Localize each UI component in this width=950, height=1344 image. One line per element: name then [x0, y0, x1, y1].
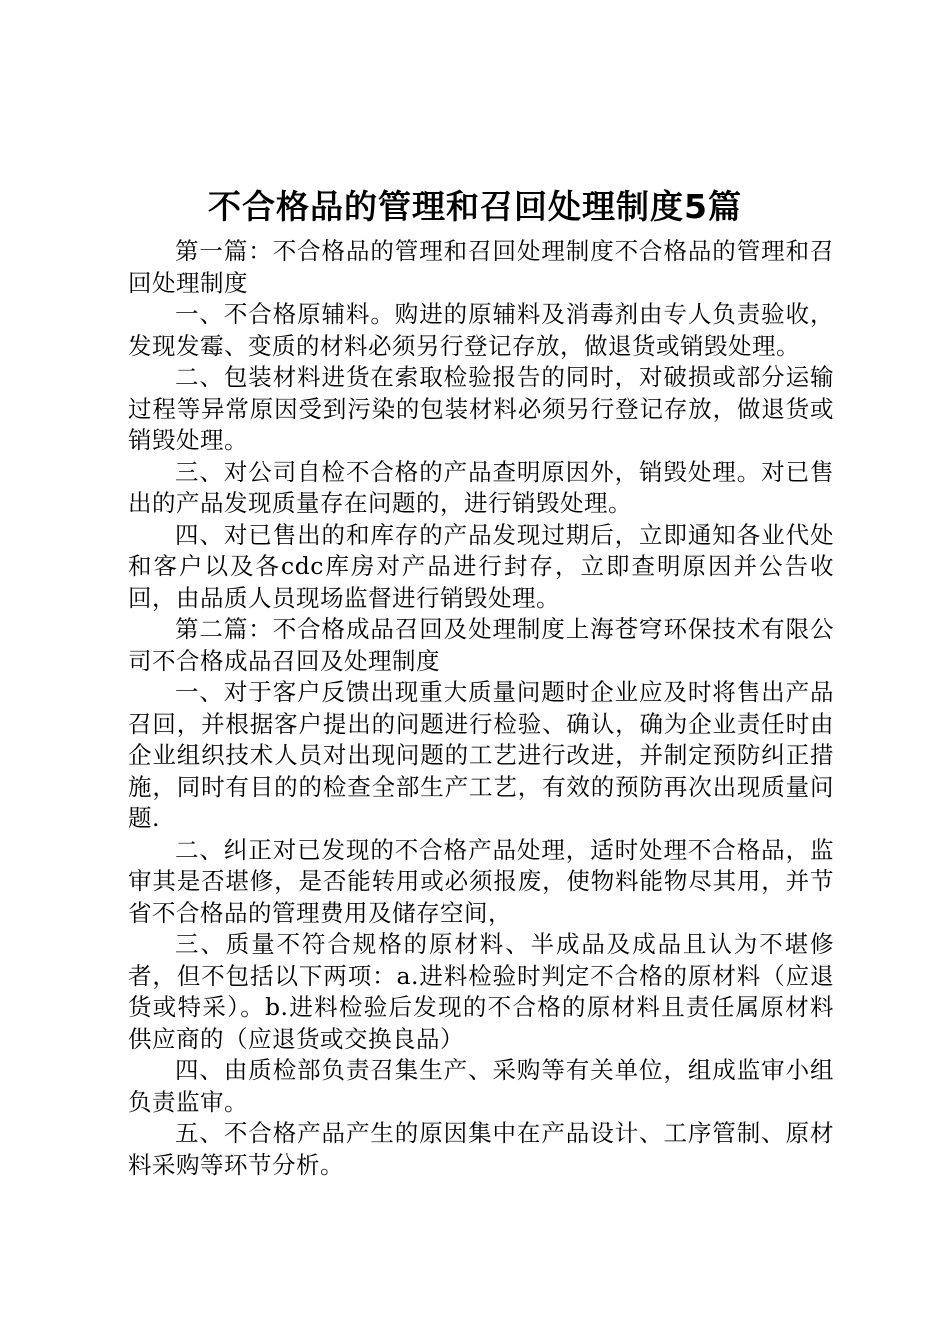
paragraph: 四、对已售出的和库存的产品发现过期后，立即通知各业代处和客户以及各cdc库房对产品进行封存，立即查明原因并公告收回，由品质人员现场监督进行销毁处理。 — [128, 520, 834, 612]
paragraph: 二、包装材料进货在索取检验报告的同时，对破损或部分运输过程等异常原因受到污染的包装材料必须另行登记存放，做退货或销毁处理。 — [128, 363, 834, 454]
paragraph: 三、质量不符合规格的原材料、半成品及成品且认为不堪修者，但不包括以下两项：a.进料检验时判定不合格的原材料（应退货或特采）。b.进料检验后发现的不合格的原材料且责任属原材料供应商的（应退货或交换良品） — [128, 930, 834, 1053]
paragraph: 五、不合格产品产生的原因集中在产品设计、工序管制、原材料采购等环节分析。 — [128, 1119, 834, 1179]
paragraph: 第一篇：不合格品的管理和召回处理制度不合格品的管理和召回处理制度 — [128, 237, 834, 297]
document-body — [128, 236, 834, 1181]
document-title: 不合格品的管理和召回处理制度5篇 — [208, 187, 742, 226]
paragraph: 三、对公司自检不合格的产品查明原因外，销毁处理。对已售出的产品发现质量存在问题的，进行销毁处理。 — [128, 457, 834, 517]
paragraph: 二、纠正对已发现的不合格产品处理，适时处理不合格品，监审其是否堪修，是否能转用或必须报废，使物料能物尽其用，并节省不合格品的管理费用及储存空间， — [128, 835, 834, 927]
paragraph: 第二篇：不合格成品召回及处理制度上海苍穹环保技术有限公司不合格成品召回及处理制度 — [128, 615, 834, 675]
paragraph: 四、由质检部负责召集生产、采购等有关单位，组成监审小组负责监审。 — [128, 1056, 834, 1116]
paragraph: 一、对于客户反馈出现重大质量问题时企业应及时将售出产品召回，并根据客户提出的问题进行检验、确认，确为企业责任时由企业组织技术人员对出现问题的工艺进行改进，并制定预防纠正措施，同时有目的的检查全部生产工艺，有效的预防再次出现质量问题. — [128, 678, 834, 832]
paragraph: 一、不合格原辅料。购进的原辅料及消毒剂由专人负责验收，发现发霉、变质的材料必须另行登记存放，做退货或销毁处理。 — [128, 300, 834, 360]
